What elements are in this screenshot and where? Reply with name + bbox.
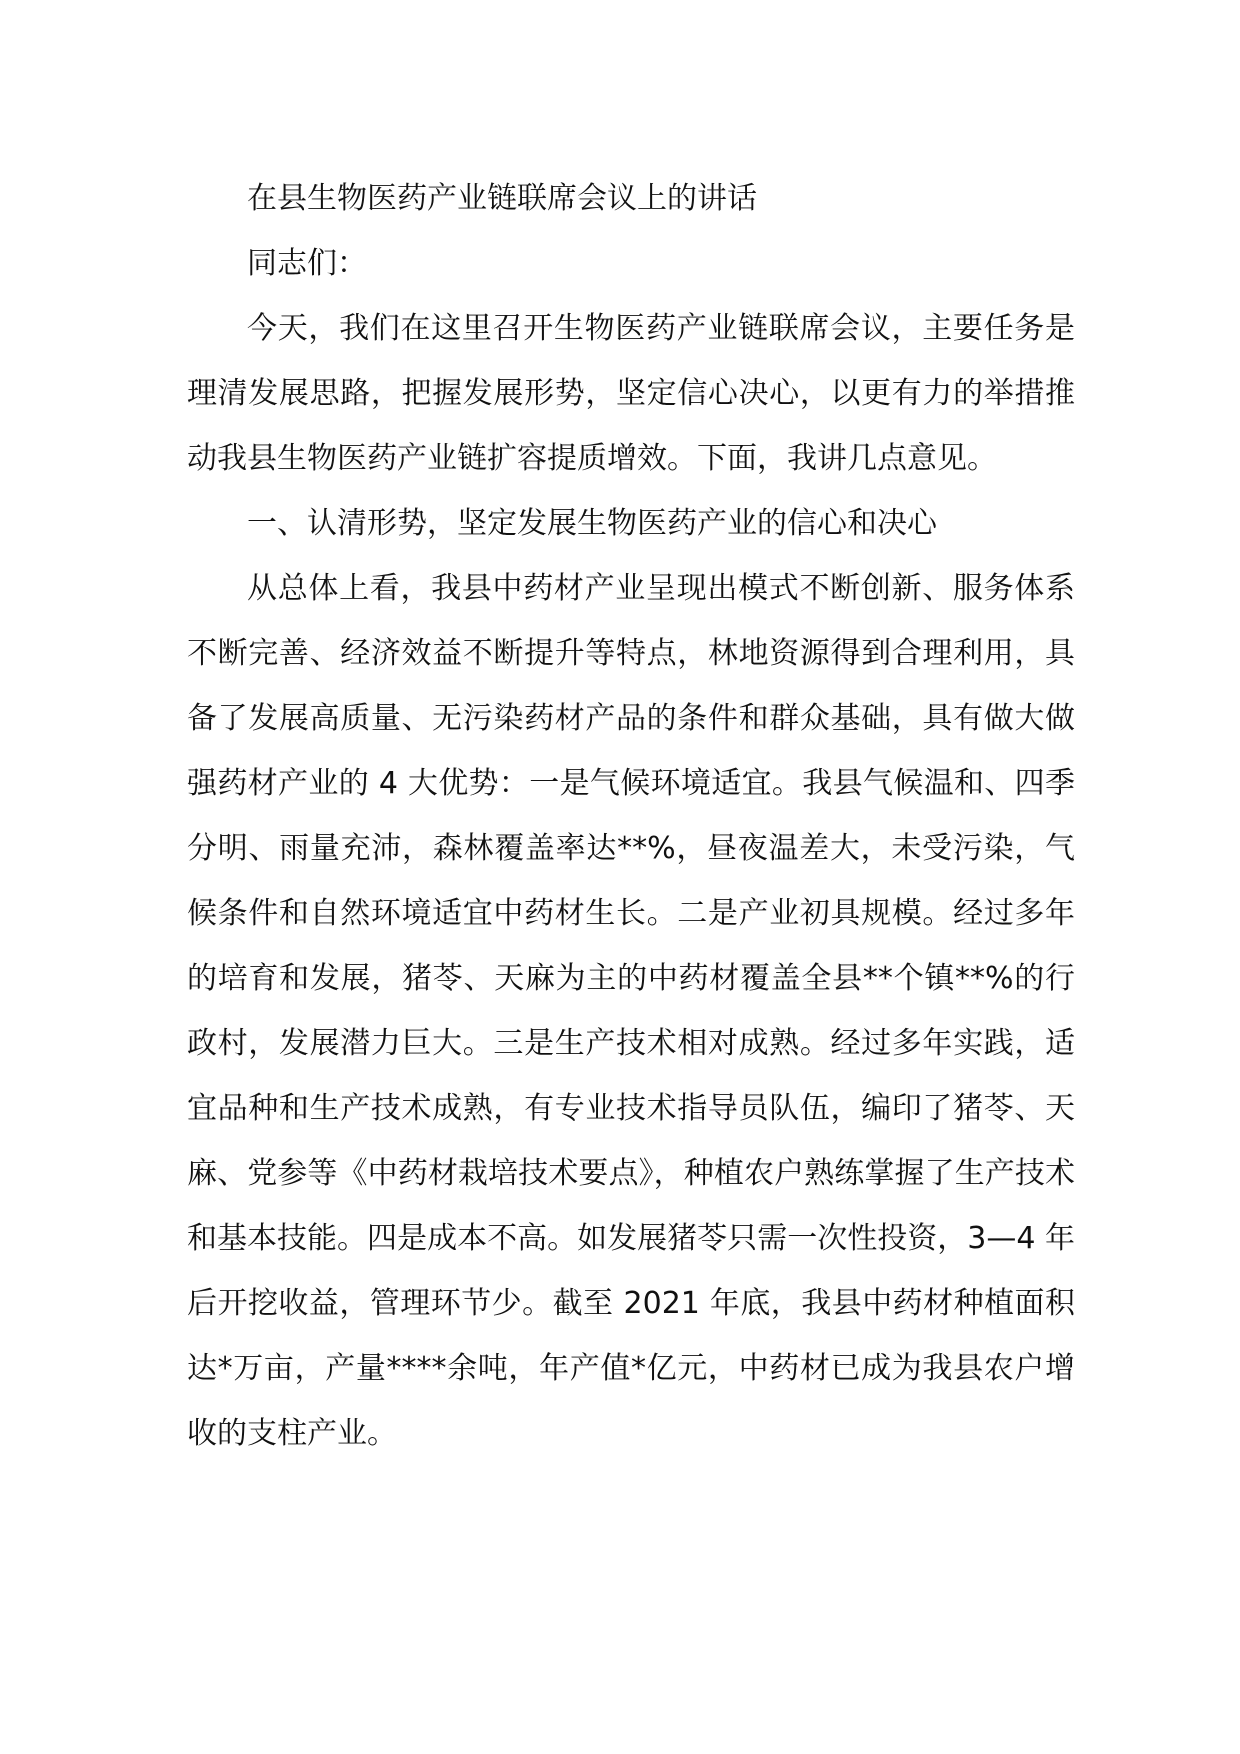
salutation: 同志们：	[247, 246, 367, 281]
section-heading: 一、认清形势，坚定发展生物医药产业的信心和决心	[247, 506, 937, 541]
intro-paragraph: 今天，我们在这里召开生物医药产业链联席会议，主要任务是理清发展思路，把握发展形势，坚定信心决心，以更有力的举措推动我县生物医药产业链扩容提质增效。下面，我讲几点意见。	[187, 311, 1075, 476]
section-body-paragraph: 从总体上看，我县中药材产业呈现出模式不断创新、服务体系不断完善、经济效益不断提升等特点，林地资源得到合理利用，具备了发展高质量、无污染药材产品的条件和群众基础，具有做大做强药材产业的 4 大优势：一是气候环境适宜。我县气候温和、四季分明、雨量充沛，森林覆盖率达**%，昼夜温差大，未受污染，气候条件和自然环境适宜中药材生长。二是产业初具规模。经过多年的培育和发展，猪苓、天麻为主的中药材覆盖全县**个镇**%的行政村，发展潜力巨大。三是生产技术相对成熟。经过多年实践，适宜品种和生产技术成熟，有专业技术指导员队伍，编印了猪苓、天麻、党参等《中药材栽培技术要点》，种植农户熟练掌握了生产技术和基本技能。四是成本不高。如发展猪苓只需一次性投资，3—4 年后开挖收益，管理环节少。截至 2021 年底，我县中药材种植面积达*万亩，产量****余吨，年产值*亿元，中药材已成为我县农户增收的支柱产业。	[187, 571, 1075, 1451]
document-page	[187, 166, 1075, 1466]
document-title: 在县生物医药产业链联席会议上的讲话	[247, 181, 757, 216]
